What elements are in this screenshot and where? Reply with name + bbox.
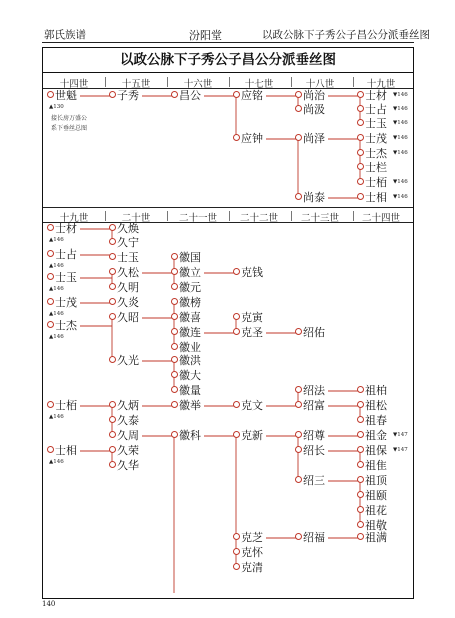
gen18-node xyxy=(295,192,325,204)
person-name: 士栢 xyxy=(55,399,77,412)
gen21-node xyxy=(171,342,201,354)
node-circle-icon xyxy=(357,521,364,528)
person-name: 绍福 xyxy=(303,531,325,544)
gen24-node xyxy=(357,430,387,442)
node-circle-icon xyxy=(357,476,364,483)
gen24-ref-mark: ▼147 xyxy=(393,432,408,438)
column-divider xyxy=(291,211,292,221)
gen22-node xyxy=(233,312,263,324)
person-name: 徽连 xyxy=(179,326,201,339)
person-name: 祖花 xyxy=(365,504,387,517)
header-hall-name: 汾阳堂 xyxy=(189,29,222,42)
gen19-node xyxy=(357,177,387,189)
node-circle-icon xyxy=(109,268,116,275)
node-circle-icon xyxy=(109,253,116,260)
person-name: 克文 xyxy=(241,399,263,412)
gen18-node xyxy=(295,104,325,116)
gen19-node xyxy=(47,320,77,332)
gen19-ref-mark: ▲146 xyxy=(49,311,64,317)
node-circle-icon xyxy=(171,343,178,350)
node-circle-icon xyxy=(357,386,364,393)
gen19-node xyxy=(47,223,77,235)
person-name: 绍富 xyxy=(303,399,325,412)
gen19-ref-mark: ▲146 xyxy=(49,263,64,269)
gen20-node xyxy=(109,355,139,367)
gen16-node xyxy=(171,90,201,102)
person-name: 克怀 xyxy=(241,546,263,559)
node-circle-icon xyxy=(109,461,116,468)
gen24-node xyxy=(357,505,387,517)
column-divider xyxy=(105,77,106,87)
person-name: 克芝 xyxy=(241,531,263,544)
node-circle-icon xyxy=(295,91,302,98)
gen21-node xyxy=(171,430,201,442)
generation-header: 十五世 xyxy=(121,79,151,90)
generation-header: 十七世 xyxy=(244,79,274,90)
gen22-node xyxy=(233,547,263,559)
column-divider xyxy=(229,211,230,221)
node-circle-icon xyxy=(171,371,178,378)
gen21-node xyxy=(171,252,201,264)
generation-header: 二十四世 xyxy=(361,213,401,224)
person-name: 久荣 xyxy=(117,444,139,457)
node-circle-icon xyxy=(171,401,178,408)
gen23-node xyxy=(295,445,325,457)
gen19-node xyxy=(357,192,387,204)
gen23-node xyxy=(295,400,325,412)
person-name: 克新 xyxy=(241,429,263,442)
generation-header: 二十一世 xyxy=(178,213,218,224)
node-circle-icon xyxy=(233,328,240,335)
node-circle-icon xyxy=(357,105,364,112)
gen23-node xyxy=(295,430,325,442)
node-circle-icon xyxy=(109,356,116,363)
person-name: 克圣 xyxy=(241,326,263,339)
person-name: 久泰 xyxy=(117,414,139,427)
person-name: 士材 xyxy=(365,89,387,102)
gen17-node xyxy=(233,90,263,102)
person-name: 祖松 xyxy=(365,399,387,412)
generation-header: 十九世 xyxy=(59,213,89,224)
gen18-node xyxy=(295,90,325,102)
person-name: 徽洪 xyxy=(179,354,201,367)
node-circle-icon xyxy=(233,91,240,98)
gen19-ref-mark: ▼146 xyxy=(393,92,408,98)
gen22-node xyxy=(233,430,263,442)
gen19-ref-mark: ▼146 xyxy=(393,194,408,200)
section-rule xyxy=(43,88,413,89)
gen19-node xyxy=(47,445,77,457)
gen19-node xyxy=(47,249,77,261)
gen24-node xyxy=(357,490,387,502)
gen19-node xyxy=(357,133,387,145)
generation-header: 二十三世 xyxy=(300,213,340,224)
person-name: 士栏 xyxy=(365,161,387,174)
person-name: 祖顶 xyxy=(365,474,387,487)
node-circle-icon xyxy=(47,91,54,98)
person-name: 祖春 xyxy=(365,414,387,427)
gen22-node xyxy=(233,327,263,339)
column-divider xyxy=(229,77,230,87)
node-circle-icon xyxy=(109,446,116,453)
gen21-node xyxy=(171,327,201,339)
node-circle-icon xyxy=(357,431,364,438)
generation-header: 十四世 xyxy=(59,79,89,90)
gen20-node xyxy=(109,400,139,412)
node-circle-icon xyxy=(357,193,364,200)
node-circle-icon xyxy=(171,91,178,98)
node-circle-icon xyxy=(171,253,178,260)
person-name: 久宁 xyxy=(117,236,139,249)
node-circle-icon xyxy=(109,91,116,98)
column-divider xyxy=(167,77,168,87)
person-name: 士杰 xyxy=(55,319,77,332)
gen17-node xyxy=(233,133,263,145)
gen19-ref-mark: ▲146 xyxy=(49,286,64,292)
person-name: 克寅 xyxy=(241,311,263,324)
node-circle-icon xyxy=(295,431,302,438)
gen24-node xyxy=(357,532,387,544)
node-circle-icon xyxy=(109,401,116,408)
gen24-node xyxy=(357,475,387,487)
person-name: 久昭 xyxy=(117,311,139,324)
person-name: 徽国 xyxy=(179,251,201,264)
person-name: 应铭 xyxy=(241,89,263,102)
person-name: 徽立 xyxy=(179,266,201,279)
person-name: 久光 xyxy=(117,354,139,367)
person-name: 尚治 xyxy=(303,89,325,102)
gen22-node xyxy=(233,532,263,544)
node-circle-icon xyxy=(295,446,302,453)
gen20-node xyxy=(109,312,139,324)
person-name: 久炳 xyxy=(117,399,139,412)
gen14-node xyxy=(47,90,77,102)
node-circle-icon xyxy=(295,105,302,112)
node-circle-icon xyxy=(233,134,240,141)
node-circle-icon xyxy=(295,193,302,200)
section-rule xyxy=(43,222,413,223)
gen19-ref-mark: ▼146 xyxy=(393,135,408,141)
node-circle-icon xyxy=(357,401,364,408)
node-circle-icon xyxy=(47,401,54,408)
person-name: 绍长 xyxy=(303,444,325,457)
column-divider xyxy=(353,211,354,221)
person-name: 徽榜 xyxy=(179,296,201,309)
gen21-node xyxy=(171,312,201,324)
node-circle-icon xyxy=(47,224,54,231)
node-circle-icon xyxy=(171,356,178,363)
gen23-node xyxy=(295,475,325,487)
node-circle-icon xyxy=(357,149,364,156)
node-circle-icon xyxy=(109,313,116,320)
gen19-node xyxy=(357,104,387,116)
person-name: 绍尊 xyxy=(303,429,325,442)
node-circle-icon xyxy=(171,328,178,335)
node-circle-icon xyxy=(109,283,116,290)
person-name: 士材 xyxy=(55,222,77,235)
gen22-node xyxy=(233,400,263,412)
column-divider xyxy=(353,77,354,87)
person-name: 徽业 xyxy=(179,341,201,354)
node-circle-icon xyxy=(47,273,54,280)
node-circle-icon xyxy=(171,283,178,290)
gen21-node xyxy=(171,355,201,367)
gen24-node xyxy=(357,445,387,457)
person-name: 久周 xyxy=(117,429,139,442)
person-name: 徽元 xyxy=(179,281,201,294)
gen20-node xyxy=(109,252,139,264)
gen20-node xyxy=(109,223,139,235)
gen23-node xyxy=(295,327,325,339)
node-circle-icon xyxy=(171,386,178,393)
person-name: 久华 xyxy=(117,459,139,472)
person-name: 徽举 xyxy=(179,399,201,412)
node-circle-icon xyxy=(171,431,178,438)
node-circle-icon xyxy=(295,134,302,141)
gen22-node xyxy=(233,267,263,279)
person-name: 祖隹 xyxy=(365,459,387,472)
gen15-node xyxy=(109,90,139,102)
node-circle-icon xyxy=(171,313,178,320)
person-name: 绍三 xyxy=(303,474,325,487)
header-rule xyxy=(42,42,414,43)
person-name: 尚汲 xyxy=(303,103,325,116)
page-number: 140 xyxy=(42,600,56,608)
gen23-node xyxy=(295,385,325,397)
column-divider xyxy=(167,211,168,221)
person-name: 徽喜 xyxy=(179,311,201,324)
person-name: 世魁 xyxy=(55,89,77,102)
node-circle-icon xyxy=(109,298,116,305)
person-name: 绍法 xyxy=(303,384,325,397)
generation-header: 二十二世 xyxy=(239,213,279,224)
gen21-node xyxy=(171,297,201,309)
gen21-node xyxy=(171,282,201,294)
gen19-ref-mark: ▲146 xyxy=(49,237,64,243)
node-circle-icon xyxy=(233,313,240,320)
person-name: 士茂 xyxy=(55,296,77,309)
gen19-node xyxy=(47,272,77,284)
node-circle-icon xyxy=(357,178,364,185)
gen22-node xyxy=(233,562,263,574)
node-circle-icon xyxy=(357,91,364,98)
person-name: 克清 xyxy=(241,561,263,574)
person-name: 绍佑 xyxy=(303,326,325,339)
person-name: 士相 xyxy=(365,191,387,204)
gen19-ref-mark: ▲146 xyxy=(49,414,64,420)
page-header xyxy=(0,0,455,44)
header-book-title: 郭氏族谱 xyxy=(44,29,86,41)
node-circle-icon xyxy=(357,491,364,498)
gen14-note: 系下垂丝总图 xyxy=(51,125,88,132)
lineage-chart-frame xyxy=(42,47,414,599)
gen20-node xyxy=(109,460,139,472)
gen19-ref-mark: ▼146 xyxy=(393,179,408,185)
gen19-ref-mark: ▼146 xyxy=(393,150,408,156)
column-divider xyxy=(291,77,292,87)
node-circle-icon xyxy=(109,238,116,245)
person-name: 应钟 xyxy=(241,132,263,145)
gen24-node xyxy=(357,460,387,472)
node-circle-icon xyxy=(47,446,54,453)
node-circle-icon xyxy=(109,224,116,231)
gen19-ref-mark: ▲146 xyxy=(49,459,64,465)
person-name: 士玉 xyxy=(365,117,387,130)
node-circle-icon xyxy=(233,533,240,540)
gen23-node xyxy=(295,532,325,544)
person-name: 久明 xyxy=(117,281,139,294)
gen19-node xyxy=(357,162,387,174)
gen20-node xyxy=(109,445,139,457)
gen19-node xyxy=(47,400,77,412)
gen18-node xyxy=(295,133,325,145)
person-name: 士玉 xyxy=(117,251,139,264)
generation-header: 十六世 xyxy=(183,79,213,90)
person-name: 徽量 xyxy=(179,384,201,397)
person-name: 士茂 xyxy=(365,132,387,145)
gen20-node xyxy=(109,297,139,309)
person-name: 士占 xyxy=(55,248,77,261)
gen20-node xyxy=(109,282,139,294)
gen20-node xyxy=(109,430,139,442)
header-chart-title: 以政公脉下子秀公子昌公分派垂丝图 xyxy=(262,29,430,41)
node-circle-icon xyxy=(295,386,302,393)
person-name: 士杰 xyxy=(365,147,387,160)
node-circle-icon xyxy=(357,163,364,170)
gen19-node xyxy=(47,297,77,309)
gen19-ref-mark: ▼146 xyxy=(393,106,408,112)
node-circle-icon xyxy=(109,416,116,423)
node-circle-icon xyxy=(295,476,302,483)
person-name: 士相 xyxy=(55,444,77,457)
person-name: 士占 xyxy=(365,103,387,116)
node-circle-icon xyxy=(233,268,240,275)
person-name: 祖颐 xyxy=(365,489,387,502)
gen21-node xyxy=(171,370,201,382)
node-circle-icon xyxy=(295,533,302,540)
person-name: 祖金 xyxy=(365,429,387,442)
node-circle-icon xyxy=(233,401,240,408)
person-name: 士栢 xyxy=(365,176,387,189)
gen24-ref-mark: ▼147 xyxy=(393,447,408,453)
person-name: 久焕 xyxy=(117,222,139,235)
gen24-node xyxy=(357,415,387,427)
section-rule xyxy=(43,207,413,208)
gen21-node xyxy=(171,385,201,397)
gen14-note: 接长房万盛公 xyxy=(51,115,88,122)
gen20-node xyxy=(109,415,139,427)
node-circle-icon xyxy=(171,268,178,275)
node-circle-icon xyxy=(295,401,302,408)
gen14-mark: ▲130 xyxy=(49,104,64,110)
node-circle-icon xyxy=(357,134,364,141)
person-name: 祖敬 xyxy=(365,519,387,532)
person-name: 祖保 xyxy=(365,444,387,457)
person-name: 尚泽 xyxy=(303,132,325,145)
chart-title: 以政公脉下子秀公子昌公分派垂丝图 xyxy=(43,48,413,73)
column-divider xyxy=(105,211,106,221)
gen19-node xyxy=(357,90,387,102)
person-name: 祖柏 xyxy=(365,384,387,397)
node-circle-icon xyxy=(171,298,178,305)
person-name: 徽大 xyxy=(179,369,201,382)
generation-header: 二十世 xyxy=(121,213,151,224)
person-name: 子秀 xyxy=(117,89,139,102)
node-circle-icon xyxy=(295,328,302,335)
gen20-node xyxy=(109,267,139,279)
gen24-node xyxy=(357,400,387,412)
node-circle-icon xyxy=(357,119,364,126)
generation-header: 十八世 xyxy=(305,79,335,90)
person-name: 尚泰 xyxy=(303,191,325,204)
node-circle-icon xyxy=(47,321,54,328)
node-circle-icon xyxy=(233,431,240,438)
node-circle-icon xyxy=(47,250,54,257)
person-name: 徽科 xyxy=(179,429,201,442)
person-name: 昌公 xyxy=(179,89,201,102)
node-circle-icon xyxy=(357,461,364,468)
node-circle-icon xyxy=(357,446,364,453)
node-circle-icon xyxy=(109,431,116,438)
node-circle-icon xyxy=(233,548,240,555)
person-name: 祖满 xyxy=(365,531,387,544)
gen19-node xyxy=(357,148,387,160)
node-circle-icon xyxy=(47,298,54,305)
node-circle-icon xyxy=(357,533,364,540)
gen21-node xyxy=(171,400,201,412)
person-name: 久松 xyxy=(117,266,139,279)
node-circle-icon xyxy=(357,416,364,423)
person-name: 克钱 xyxy=(241,266,263,279)
gen19-node xyxy=(357,118,387,130)
node-circle-icon xyxy=(357,506,364,513)
gen24-node xyxy=(357,385,387,397)
person-name: 士玉 xyxy=(55,271,77,284)
node-circle-icon xyxy=(233,563,240,570)
gen20-node xyxy=(109,237,139,249)
gen19-ref-mark: ▼146 xyxy=(393,120,408,126)
person-name: 久炎 xyxy=(117,296,139,309)
generation-header: 十九世 xyxy=(366,79,396,90)
gen19-ref-mark: ▲146 xyxy=(49,334,64,340)
gen21-node xyxy=(171,267,201,279)
